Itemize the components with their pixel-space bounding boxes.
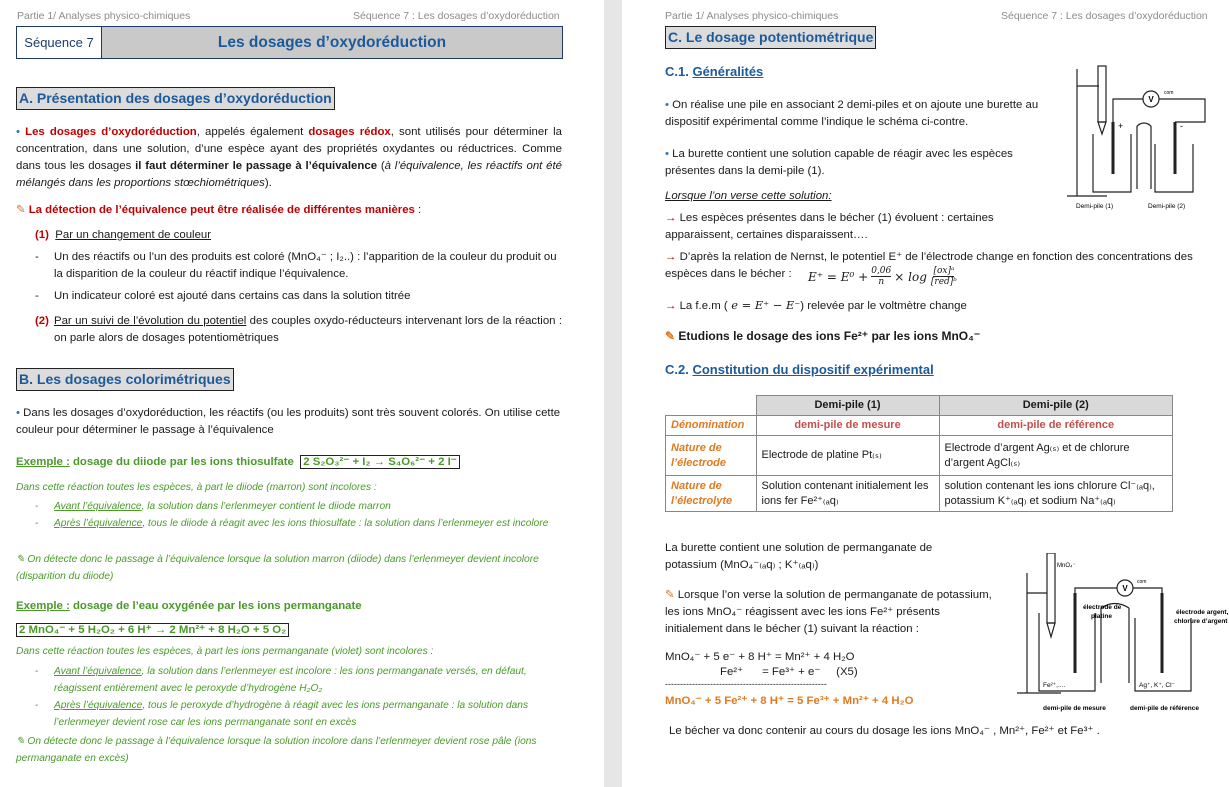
dash: - xyxy=(35,666,39,677)
figure-setup-schematic xyxy=(1065,64,1215,214)
dash: - xyxy=(35,501,39,512)
sequence-title-box xyxy=(16,26,563,59)
row-head-electrolyte: Nature de l’électrolyte xyxy=(666,476,757,512)
cell-electrode-2: Electrode d’argent Ag₍ₛ₎ et de chlorure d’argent AgCl₍ₛ₎ xyxy=(939,436,1173,476)
c2-equation-2: Fe²⁺ = Fe³⁺ + e⁻ (X5) xyxy=(720,666,858,678)
table-corner xyxy=(666,396,757,416)
wire-2 xyxy=(1159,99,1205,122)
text: On détecte donc le passage à l’équivalence lorsque la solution incolore dans l’erlenmeyer devient rose pâle (ions permanganate en excès) xyxy=(16,736,537,764)
c2-equation-1: MnO₄⁻ + 5 e⁻ + 8 H⁺ = Mn²⁺ + 4 H₂O xyxy=(665,651,855,663)
burette-tip xyxy=(1047,623,1055,637)
caption-2: Demi-pile (2) xyxy=(1148,203,1186,210)
italic-text: à l’équivalence, les réactifs ont été mélangés dans les proportions stœchiométriques xyxy=(16,160,562,189)
section-c-title: C. Le dosage potentiométrique xyxy=(665,26,876,49)
text: On détecte donc le passage à l’équivalence lorsque la solution marron (diiode) dans l’erlenmeyer devient incolore (disparition du diiode) xyxy=(16,554,539,582)
c2-paragraph-1: La burette contient une solution de permanganate de potassium (MnO₄⁻₍ₐq₎ ; K⁺₍ₐq₎) xyxy=(665,542,933,571)
dash: - xyxy=(35,518,39,529)
burette xyxy=(1047,553,1055,623)
c2-equation-3: MnO₄⁻ + 5 Fe²⁺ + 8 H⁺ = 5 Fe³⁺ + Mn²⁺ + 4 H₂O xyxy=(665,695,914,707)
example-label: Exemple : xyxy=(16,456,70,468)
example-2-heading xyxy=(16,598,362,615)
c2-label: Constitution du dispositif expérimental xyxy=(692,362,934,377)
ag-ions-label: Ag⁺, K⁺, Cl⁻ xyxy=(1139,682,1175,689)
c1-number: C.1. xyxy=(665,64,689,79)
wire-1 xyxy=(1075,588,1117,593)
example-1-after xyxy=(54,515,562,532)
text: ( xyxy=(377,160,385,172)
example-label: Exemple : xyxy=(16,600,70,612)
cell-electrolyte-1: Solution contenant initialement les ions fer Fe²⁺₍ₐq₎ xyxy=(756,476,939,512)
ag-label-2: chlorure d’argent xyxy=(1174,618,1228,625)
c1-arrow-2: → D’après la relation de Nernst, le potentiel E⁺ de l’électrode change en fonction des concentrations des espèces dans le bécher : xyxy=(665,251,1193,280)
c1-paragraph-2: • La burette contient une solution capable de réagir avec les espèces présentes dans la demi-pile (1). xyxy=(665,148,1013,177)
text: La f.e.m ( xyxy=(679,300,728,312)
text: La burette contient une solution capable de réagir avec les espèces présentes dans la demi-pile (1). xyxy=(665,148,1013,177)
pt-label-1: électrode de xyxy=(1083,604,1122,611)
method-1 xyxy=(35,227,211,244)
caption-1: demi-pile de mesure xyxy=(1043,705,1106,712)
study-heading xyxy=(665,329,980,343)
cell-electrode-1: Electrode de platine Pt₍ₛ₎ xyxy=(756,436,939,476)
underlined: Après l’équivalence xyxy=(54,518,143,529)
fe-label: Fe²⁺,.... xyxy=(1043,682,1066,689)
example-2-after xyxy=(54,697,562,731)
text: D’après la relation de Nernst, le potentiel E⁺ de l’électrode change en fonction des concentrations des espèces dans le bécher : xyxy=(665,251,1193,280)
cell-denomination-2: demi-pile de référence xyxy=(939,416,1173,436)
method-1-bullet-2: Un indicateur coloré est ajouté dans certains cas dans la solution titrée xyxy=(54,290,411,302)
method-2-number xyxy=(35,313,49,330)
caption-1: Demi-pile (1) xyxy=(1076,203,1114,210)
row-head-denomination: Dénomination xyxy=(666,416,757,436)
c2-title xyxy=(665,362,934,377)
c2-number: C.2. xyxy=(665,362,689,377)
row-head-electrode: Nature de l’électrode xyxy=(666,436,757,476)
salt-bridge-top xyxy=(1137,123,1151,126)
page-gap xyxy=(604,0,622,787)
nernst-formula xyxy=(808,266,957,287)
page-title: Les dosages d’oxydoréduction xyxy=(102,27,562,58)
c2-paragraph-2 xyxy=(665,587,995,638)
section-b-paragraph: • Dans les dosages d’oxydoréduction, les réactifs (ou les produits) sont très souvent colorés. On utilise cette couleur pour déterminer le passage à l’équivalence xyxy=(16,407,561,436)
underlined: Avant l’équivalence xyxy=(54,501,142,512)
example-1-heading xyxy=(16,454,576,471)
c1-label: Généralités xyxy=(692,64,764,79)
pencil-icon: ✎ xyxy=(16,736,25,747)
underlined: Avant l’équivalence xyxy=(54,666,142,677)
text: , appelés également xyxy=(196,126,309,138)
section-a-paragraph: • Les dosages d’oxydoréduction, appelés également dosages rédox, sont utilisés pour déterminer la concentration, dans une solution, d’une espèce ayant des propriétés oxydantes ou réductrices. Comme dans tous les dosages il faut déterminer le passage à l’équivalence (à l’équivalence, les réactifs ont été mélangés dans les proportions stœchiométriques). xyxy=(16,126,562,189)
c1-title xyxy=(665,64,763,79)
text: , tous le diiode à réagit avec les ions thiosulfate : la solution dans l’erlenmeyer est incolore xyxy=(142,518,549,529)
nernst-red: [red]ᵇ xyxy=(930,277,957,287)
example-1-before xyxy=(54,498,562,515)
dash: - xyxy=(35,700,39,711)
example-2-intro: Dans cette réaction toutes les espèces, à part les ions permanganate (violet) sont incolores : xyxy=(16,646,434,657)
detection-title: La détection de l’équivalence peut être réalisée de différentes manières xyxy=(28,204,415,216)
text: On réalise une pile en associant 2 demi-piles et on ajoute une burette au dispositif expérimental comme l’indique le schéma ci-contre. xyxy=(665,99,1039,128)
fem-equation: e = E⁺ − E⁻ xyxy=(727,298,801,312)
header-left: Partie 1/ Analyses physico-chimiques xyxy=(665,10,839,22)
plus-label: + xyxy=(1118,121,1124,131)
text: , la solution dans l’erlenmeyer contient le diiode marron xyxy=(141,501,391,512)
pencil-icon: ✎ xyxy=(16,554,25,565)
minus-label: - xyxy=(1180,121,1183,131)
left-page xyxy=(0,0,604,787)
text: Dans les dosages d’oxydoréduction, les réactifs (ou les produits) sont très souvent colorés. On utilise cette couleur pour déterminer le passage à l’équivalence xyxy=(16,407,561,436)
nernst-num: 0,06 xyxy=(871,266,892,276)
method-2 xyxy=(54,313,562,347)
com-label: com xyxy=(1137,579,1147,585)
text: ). xyxy=(264,177,272,189)
nernst-log: × log xyxy=(894,269,927,284)
ag-label-1: électrode argent, xyxy=(1176,609,1229,616)
text: , la solution dans l’erlenmeyer est incolore : les ions permanganate versés, en défaut, réagissent entièrement avec le peroxyde d’hydrogène H₂O₂ xyxy=(54,666,527,694)
example-equation: 2 MnO₄⁻ + 5 H₂O₂ + 6 H⁺ → 2 Mn²⁺ + 8 H₂O + 5 O₂ xyxy=(16,623,289,637)
redox-term-2: dosages rédox xyxy=(308,126,391,138)
bold-text: il faut déterminer le passage à l’équivalence xyxy=(135,160,378,172)
method-number: (1) xyxy=(35,229,49,241)
example-1-intro: Dans cette réaction toutes les espèces, à part le diiode (marron) sont incolores : xyxy=(16,482,377,493)
c1-pour: Lorsque l’on verse cette solution: xyxy=(665,190,832,202)
pencil-icon: ✎ xyxy=(665,329,676,343)
header-right: Séquence 7 : Les dosages d’oxydoréduction xyxy=(353,10,560,22)
detection-heading xyxy=(16,202,421,219)
pencil-icon: ✎ xyxy=(16,204,26,216)
example-title: dosage de l’eau oxygénée par les ions permanganate xyxy=(69,600,362,612)
text: Etudions le dosage des ions Fe²⁺ par les ions MnO₄⁻ xyxy=(678,329,981,343)
c1-arrow-1: → Les espèces présentes dans le bécher (1) évoluent : certaines apparaissent, certaines disparaissent…. xyxy=(665,212,994,241)
example-2-equation-row xyxy=(16,622,289,639)
c2-final: Le bécher va donc contenir au cours du dosage les ions MnO₄⁻ , Mn²⁺, Fe²⁺ et Fe³⁺ . xyxy=(669,725,1100,737)
c1-arrow-3: → La f.e.m ( e = E⁺ − E⁻) relevée par le voltmètre change xyxy=(665,298,967,312)
right-page xyxy=(622,0,1229,787)
example-title: dosage du diiode par les ions thiosulfate xyxy=(69,456,294,468)
nernst-den: n xyxy=(878,277,885,287)
section-b-title: B. Les dosages colorimétriques xyxy=(16,368,234,391)
example-2-before xyxy=(54,663,562,697)
method-1-bullet-1: Un des réactifs ou l’un des produits est coloré (MnO₄⁻ ; I₂..) : l’apparition de la couleur du produit ou la disparition de la couleur du réactif indique l’équivalence. xyxy=(54,251,557,280)
wire-1 xyxy=(1113,99,1143,122)
burette xyxy=(1098,66,1106,122)
half-cell-table xyxy=(665,395,1173,512)
caption-2: demi-pile de référence xyxy=(1130,705,1199,712)
text: ) relevée par le voltmètre change xyxy=(800,300,967,312)
text: Lorsque l’on verse la solution de permanganate de potassium, les ions MnO₄⁻ réagissent avec les ions Fe²⁺ présents initialement dans le bécher (1) suivant la réaction : xyxy=(665,589,992,635)
text: des couples oxydo-réducteurs intervenant lors de la réaction : on parle alors de dosages potentiomètriques xyxy=(54,315,562,344)
burette-label: MnO₄⁻ xyxy=(1057,563,1076,569)
burette-tip xyxy=(1098,122,1106,134)
nernst-fraction xyxy=(871,266,891,287)
c1-paragraph-1: • On réalise une pile en associant 2 demi-piles et on ajoute une burette au dispositif expérimental comme l’indique le schéma ci-contre. xyxy=(665,99,1039,128)
salt-bridge xyxy=(1137,126,1151,189)
method-label: Par un suivi de l’évolution du potentiel xyxy=(54,315,247,327)
cell-denomination-1: demi-pile de mesure xyxy=(756,416,939,436)
cell-electrolyte-2: solution contenant les ions chlorure Cl⁻₍ₐq₎, potassium K⁺₍ₐq₎ et sodium Na⁺₍ₐq₎ xyxy=(939,476,1173,512)
figure-setup-detailed xyxy=(1017,553,1229,718)
pt-label-2: platine xyxy=(1091,613,1112,620)
header-left: Partie 1/ Analyses physico-chimiques xyxy=(17,10,191,22)
wire-2 xyxy=(1133,588,1162,593)
table-header-2: Demi-pile (2) xyxy=(939,396,1173,416)
voltmeter-label: V xyxy=(1148,95,1154,104)
dash: - xyxy=(35,290,39,302)
pencil-icon: ✎ xyxy=(665,589,675,601)
sequence-label: Séquence 7 xyxy=(17,27,102,58)
voltmeter-label: V xyxy=(1122,584,1128,593)
text: , tous le peroxyde d’hydrogène à réagit avec les ions permanganate : la solution dans l’erlenmeyer devient rose car les ions permanganate sont en excès xyxy=(54,700,529,728)
nernst-ratio xyxy=(931,266,957,287)
redox-term: Les dosages d’oxydoréduction xyxy=(25,126,197,138)
nernst-ox: [ox]ᵃ xyxy=(933,266,955,276)
text: : xyxy=(414,204,422,216)
nernst-left: E⁺ = E⁰ + xyxy=(808,269,869,284)
example-equation: 2 S₂O₃²⁻ + I₂ → S₄O₆²⁻ + 2 I⁻ xyxy=(300,455,460,469)
c2-separator: ------------------------------------------------------ xyxy=(665,679,827,689)
header-right: Séquence 7 : Les dosages d’oxydoréduction xyxy=(1001,10,1208,22)
table-header-1: Demi-pile (1) xyxy=(756,396,939,416)
com-label: com xyxy=(1164,90,1174,96)
method-number: (2) xyxy=(35,315,49,327)
text: , sont utilisés pour déterminer la concentration, dans une solution, d’une espèce ayant des propriétés oxydantes ou réductrices. Comme dans tous les dosages xyxy=(16,126,562,172)
example-2-conclusion xyxy=(16,733,562,767)
example-1-conclusion xyxy=(16,551,562,585)
underlined: Après l’équivalence xyxy=(54,700,143,711)
text: Les espèces présentes dans le bécher (1) évoluent : certaines apparaissent, certaines disparaissent…. xyxy=(665,212,994,241)
method-label: Par un changement de couleur xyxy=(55,229,212,241)
section-a-title: A. Présentation des dosages d’oxydoréduction xyxy=(16,87,335,110)
dash: - xyxy=(35,251,39,263)
